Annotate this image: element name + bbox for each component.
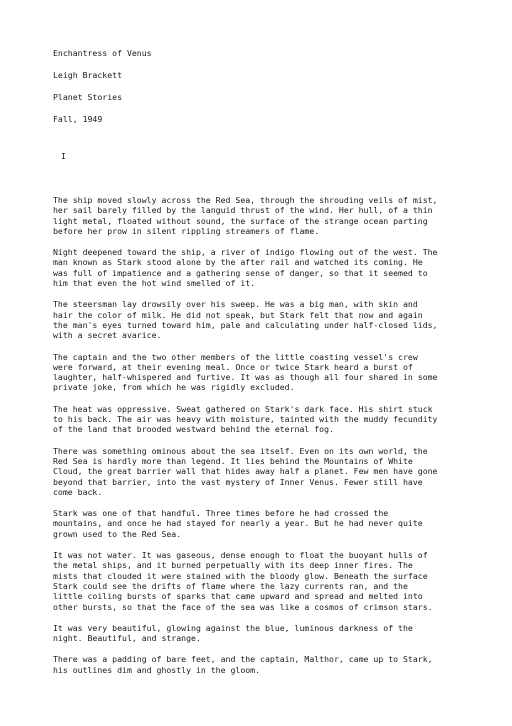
paragraph-2: Night deepened toward the ship, a river of indigo flowing out of the west. The man known as Stark stood alone by the after rail and watched its coming. He was full of impatience and a gathering sense of danger, so that it seemed to him that even the hot wind smelled of it. <box>53 247 438 289</box>
publication-issue: Fall, 1949 <box>53 114 103 124</box>
paragraph-4: The captain and the two other members of the little coasting vessel's crew were forward, at their evening meal. Once or twice Stark heard a burst of laughter, half-whispered and furtive. It was as though all four shared in some private joke, from which he was rigidly excluded. <box>53 351 438 393</box>
paragraph-7: Stark was one of that handful. Three times before he had crossed the mountains, and once he had stayed for nearly a year. But he had never quite grown used to the Red Sea. <box>53 508 423 539</box>
story-title: Enchantress of Venus <box>53 48 152 58</box>
publication-name: Planet Stories <box>53 92 123 102</box>
paragraph-5: The heat was oppressive. Sweat gathered on Stark's dark face. His shirt stuck to his back. The air was heavy with moisture, tainted with the muddy fecundity of the land that brooded westward behind the eternal fog. <box>53 403 438 435</box>
paragraph-9: It was very beautiful, glowing against the blue, luminous darkness of the night. Beautiful, and strange. <box>53 622 413 644</box>
story-author: Leigh Brackett <box>53 70 123 80</box>
paragraph-1: The ship moved slowly across the Red Sea, through the shrouding veils of mist, her sail barely filled by the languid thrust of the wind. Her hull, of a thin light metal, floated without sound, the surface of the strange ocean parting before her prow in silent rippling streamers of flame. <box>53 195 438 236</box>
chapter-number: I <box>61 151 66 161</box>
paragraph-8: It was not water. It was gaseous, dense enough to float the buoyant hulls of the metal ships, and it burned perpetually with its deep inner fires. The mists that clouded it were stained with the bloody glow. Beneath the surface Stark could see the drifts of flame where the lazy currents ran, and the little coiling bursts of sparks that came upward and spread and melted into other bursts, so that the face of the sea was like a cosmos of crimson stars. <box>53 550 433 612</box>
story-body <box>53 195 493 686</box>
paragraph-3: The steersman lay drowsily over his sweep. He was a big man, with skin and hair the color of milk. He did not speak, but Stark felt that now and again the man's eyes turned toward him, pale and calculating under half-closed lids, with a secret avarice. <box>53 299 438 341</box>
paragraph-10: There was a padding of bare feet, and the captain, Malthor, came up to Stark, his outlines dim and ghostly in the gloom. <box>53 654 433 675</box>
paragraph-6: There was something ominous about the sea itself. Even on its own world, the Red Sea is hardly more than legend. It lies behind the Mountains of White Cloud, the great barrier wall that hides away half a planet. Few men have gone beyond that barrier, into the vast mystery of Inner Venus. Fewer still have come back. <box>53 445 438 497</box>
